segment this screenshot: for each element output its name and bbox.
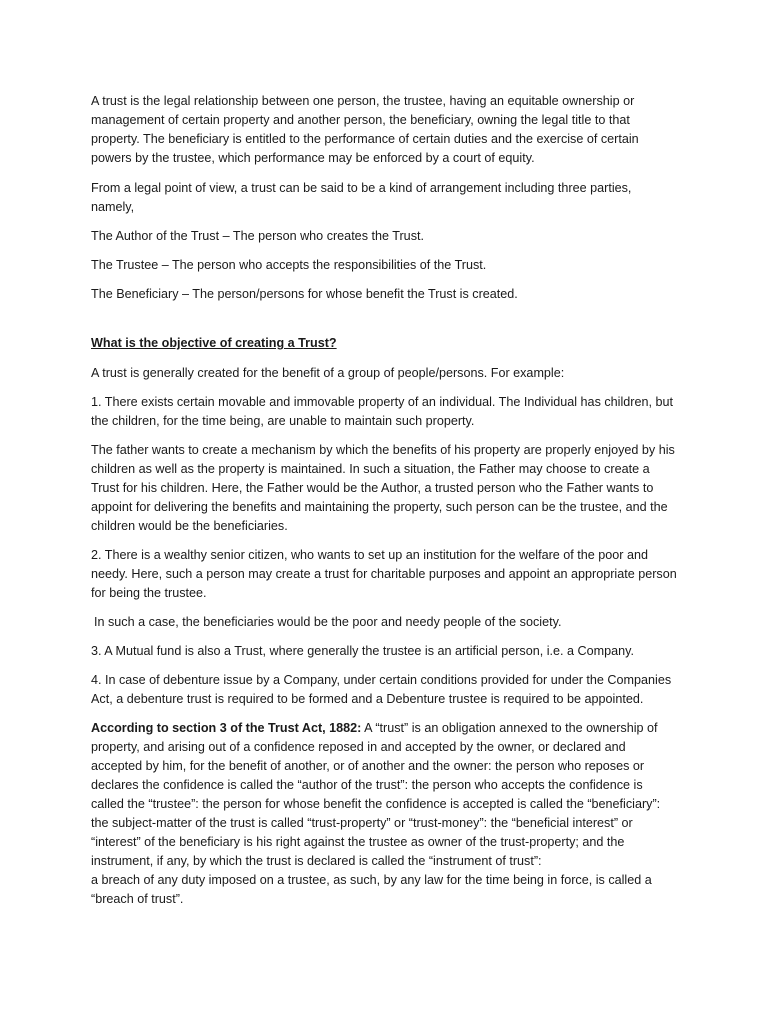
section-3-lead: According to section 3 of the Trust Act, 1882: (91, 721, 362, 735)
parties-intro-paragraph: From a legal point of view, a trust can be said to be a kind of arrangement including three parties, namely, (91, 181, 632, 214)
party-trustee-line: The Trustee – The person who accepts the responsibilities of the Trust. (91, 258, 487, 272)
example-2-paragraph: 2. There is a wealthy senior citizen, who wants to set up an institution for the welfare of the poor and needy. Here, such a person may create a trust for charitable purposes and appoint an appropriate person for being the trustee. (91, 548, 677, 600)
objective-intro-paragraph: A trust is generally created for the benefit of a group of people/persons. For example: (91, 366, 565, 380)
intro-paragraph: A trust is the legal relationship between one person, the trustee, having an equitable ownership or management of certain property and another person, the beneficiary, owning the legal title to that property. The beneficiary is entitled to the performance of certain duties and the exercise of certain powers by the trustee, which performance may be enforced by a court of equity. (91, 94, 639, 165)
example-3-paragraph: 3. A Mutual fund is also a Trust, where generally the trustee is an artificial person, i.e. a Company. (91, 644, 634, 658)
section-spacer (91, 314, 678, 334)
party-beneficiary-line: The Beneficiary – The person/persons for whose benefit the Trust is created. (91, 287, 518, 301)
example-1-detail-paragraph: The father wants to create a mechanism by which the benefits of his property are properly enjoyed by his children as well as the property is maintained. In such a situation, the Father may choose to create a Trust for his children. Here, the Father would be the Author, a trusted person who the Father wants to appoint for delivering the benefits and maintaining the property, such person can be the trustee, and the children would be the beneficiaries. (91, 443, 675, 533)
section-3-body: A “trust” is an obligation annexed to the ownership of property, and arising out of a confidence reposed in and accepted by the owner, or declared and accepted by him, for the benefit of another, or of another and the owner: the person who reposes or declares the confidence is called the “author of the trust”: the person who accepts the confidence is called the “trustee”: the person for whose benefit the confidence is accepted is called the “beneficiary”: the subject-matter of the trust is called “trust-property” or “trust-money”: the “beneficial interest” or “interest” of the beneficiary is his right against the trustee as owner of the trust-property; and the instrument, if any, by which the trust is declared is called the “instrument of trust”: (91, 721, 661, 868)
example-4-paragraph: 4. In case of debenture issue by a Company, under certain conditions provided for under the Companies Act, a debenture trust is required to be formed and a Debenture trustee is required to be appointed. (91, 673, 672, 706)
example-1-paragraph: 1. There exists certain movable and immovable property of an individual. The Individual has children, but the children, for the time being, are unable to maintain such property. (91, 395, 673, 428)
section-3-paragraph (91, 719, 678, 871)
party-author-line: The Author of the Trust – The person who creates the Trust. (91, 229, 424, 243)
example-2-detail-paragraph: In such a case, the beneficiaries would be the poor and needy people of the society. (94, 615, 562, 629)
objective-heading: What is the objective of creating a Trust? (91, 336, 337, 350)
section-3-breach-paragraph: a breach of any duty imposed on a trustee, as such, by any law for the time being in force, is called a “breach of trust”. (91, 873, 652, 906)
